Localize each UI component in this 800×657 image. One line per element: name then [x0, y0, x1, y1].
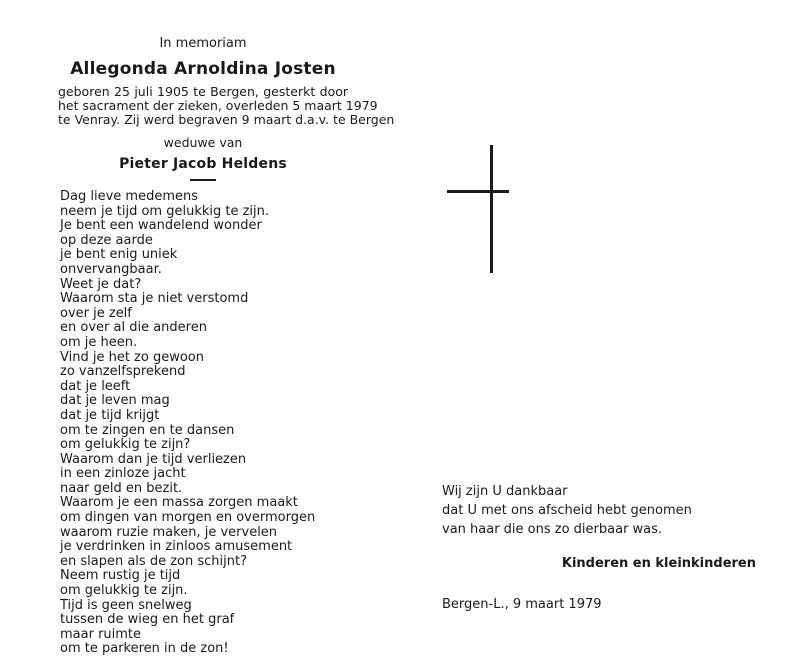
poem-line: je verdrinken in zinloos amusement: [60, 539, 293, 555]
thanks-line: dat U met ons afscheid hebt genomen: [442, 503, 692, 518]
husband-name: Pieter Jacob Heldens: [119, 156, 287, 172]
poem-line: Dag lieve medemens: [60, 189, 198, 204]
poem-line: om gelukkig te zijn.: [60, 583, 188, 599]
poem-line: en slapen als de zon schijnt?: [60, 553, 247, 569]
poem-line: om te parkeren in de zon!: [60, 641, 229, 657]
poem-line: Tijd is geen snelweg: [60, 597, 192, 613]
poem-line: je bent enig uniek: [60, 247, 178, 263]
poem-line: over je zelf: [60, 305, 132, 321]
poem-line: om te zingen en te dansen: [60, 422, 235, 438]
bio-line: te Venray. Zij werd begraven 9 maart d.a.v. te Bergen: [58, 112, 395, 127]
thanks-line: van haar die ons zo dierbaar was.: [442, 522, 663, 537]
deceased-name: Allegonda Arnoldina Josten: [70, 59, 336, 79]
cross-horizontal-bar: [447, 190, 509, 193]
poem-line: Waarom je een massa zorgen maakt: [60, 495, 298, 511]
thanks-line: Wij zijn U dankbaar: [442, 484, 568, 499]
poem-line: en over al die anderen: [60, 320, 207, 336]
bio-line: het sacrament der zieken, overleden 5 maart 1979: [58, 98, 378, 113]
poem-line: Neem rustig je tijd: [60, 568, 181, 584]
poem-line: dat je leeft: [60, 378, 131, 394]
poem-line: Waarom sta je niet verstomd: [60, 291, 249, 307]
poem-line: Je bent een wandelend wonder: [60, 218, 262, 234]
poem-line: om je heen.: [60, 334, 138, 350]
divider: [190, 179, 216, 181]
poem-line: om gelukkig te zijn?: [60, 437, 191, 453]
place-and-date: Bergen-L., 9 maart 1979: [442, 597, 602, 612]
poem: [60, 190, 360, 657]
poem-line: in een zinloze jacht: [60, 466, 186, 482]
signers: Kinderen en kleinkinderen: [561, 556, 756, 571]
poem-line: onvervangbaar.: [60, 261, 162, 277]
poem-line: tussen de wieg en het graf: [60, 612, 235, 628]
poem-line: waarom ruzie maken, je vervelen: [60, 524, 278, 540]
poem-line: op deze aarde: [60, 232, 153, 248]
bio-line: geboren 25 juli 1905 te Bergen, gesterkt door: [58, 84, 348, 99]
in-memoriam-heading: In memoriam: [159, 36, 247, 51]
thanks-message: [442, 482, 762, 539]
poem-line: dat je leven mag: [60, 393, 170, 409]
poem-line: om dingen van morgen en overmorgen: [60, 510, 316, 526]
poem-line: Waarom dan je tijd verliezen: [60, 451, 247, 467]
poem-line: Weet je dat?: [60, 276, 142, 292]
poem-line: dat je tijd krijgt: [60, 407, 160, 423]
header-block: [58, 36, 395, 181]
poem-line: Vind je het zo gewoon: [60, 349, 204, 365]
poem-line: maar ruimte: [60, 626, 142, 642]
cross-vertical-bar: [490, 145, 493, 273]
widow-of-label: weduwe van: [163, 135, 243, 150]
biography: [58, 84, 395, 127]
latin-cross-icon: [447, 145, 509, 273]
poem-line: zo vanzelfsprekend: [60, 364, 186, 380]
left-panel: [58, 34, 395, 181]
poem-line: neem je tijd om gelukkig te zijn.: [60, 203, 270, 219]
poem-line: naar geld en bezit.: [60, 480, 183, 496]
